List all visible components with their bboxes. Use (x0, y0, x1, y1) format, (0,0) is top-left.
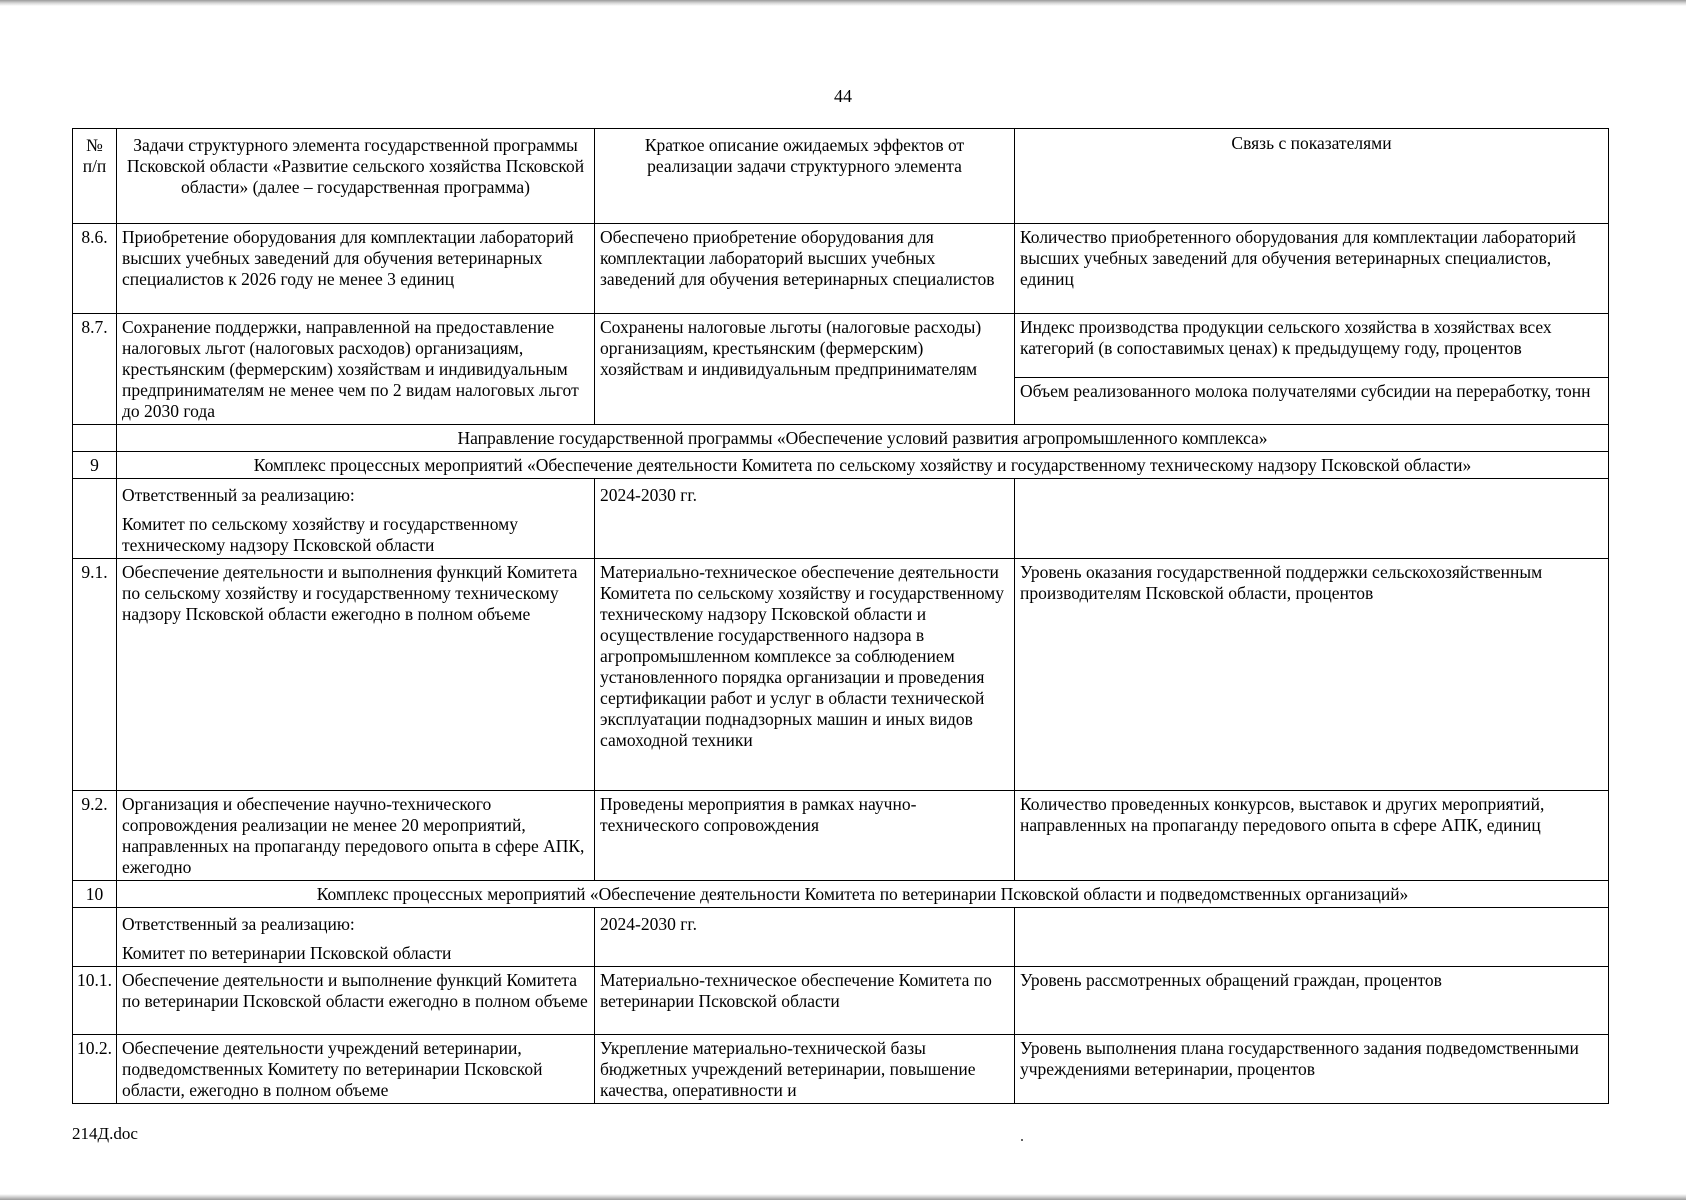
row-num: 10.2. (73, 1035, 117, 1104)
scan-speck (1021, 1139, 1023, 1141)
table-row-8-7 (73, 314, 1609, 378)
complex-10-row (73, 881, 1609, 908)
row-num: 10 (73, 881, 117, 908)
responsible-label: Ответственный за реализацию: (122, 914, 355, 934)
header-tasks: Задачи структурного элемента государственной программы Псковской области «Развитие сельского хозяйства Псковской области» (далее – государственная программа) (117, 129, 595, 224)
row-link-2: Объем реализованного молока получателями субсидии на переработку, тонн (1015, 378, 1609, 425)
footer-filename: 214Д.doc (72, 1124, 138, 1143)
table-header-row (73, 129, 1609, 224)
table-row-9-2 (73, 791, 1609, 881)
scan-edge-bottom (0, 1194, 1686, 1200)
row-effect: Укрепление материально-технической базы бюджетных учреждений ветеринарии, повышение качества, оперативности и (595, 1035, 1015, 1104)
responsible-name: Комитет по ветеринарии Псковской области (122, 943, 452, 963)
responsible-10-row (73, 908, 1609, 967)
responsible-period: 2024-2030 гг. (595, 479, 1015, 559)
gap (122, 935, 589, 943)
table-row-8-6 (73, 224, 1609, 314)
header-links: Связь с показателями (1015, 129, 1609, 224)
empty-cell (1015, 908, 1609, 967)
empty-cell (1015, 479, 1609, 559)
row-num: 9 (73, 452, 117, 479)
row-num-empty (73, 479, 117, 559)
row-num: 10.1. (73, 967, 117, 1035)
row-task: Обеспечение деятельности учреждений ветеринарии, подведомственных Комитету по ветеринарии Псковской области, ежегодно в полном объеме (117, 1035, 595, 1104)
row-effect: Материально-техническое обеспечение деятельности Комитета по сельскому хозяйству и государственному техническому надзору Псковской области и осуществление государственного надзора в агропромышленном комплексе за соблюдением установленного порядка организации и проведения сертификации работ и услуг в области технической эксплуатации поднадзорных машин и иных видов самоходной техники (595, 559, 1015, 791)
table-row-10-1 (73, 967, 1609, 1035)
row-effect: Материально-техническое обеспечение Комитета по ветеринарии Псковской области (595, 967, 1015, 1035)
scan-edge-top (0, 0, 1686, 6)
page-number: 44 (834, 86, 852, 106)
row-num: 8.7. (73, 314, 117, 425)
table-row-9-1 (73, 559, 1609, 791)
row-task: Сохранение поддержки, направленной на предоставление налоговых льгот (налоговых расходов) организациям, крестьянским (фермерским) хозяйствам и индивидуальным предпринимателям не менее чем по 2 видам налоговых льгот до 2030 года (117, 314, 595, 425)
row-link: Количество приобретенного оборудования для комплектации лабораторий высших учебных заведений для обучения ветеринарных специалистов, единиц (1015, 224, 1609, 314)
responsible-period: 2024-2030 гг. (595, 908, 1015, 967)
program-table (72, 128, 1609, 1104)
section-direction-title: Направление государственной программы «Обеспечение условий развития агропромышленного комплекса» (117, 425, 1609, 452)
row-link: Уровень рассмотренных обращений граждан, процентов (1015, 967, 1609, 1035)
row-link: Уровень выполнения плана государственного задания подведомственными учреждениями ветеринарии, процентов (1015, 1035, 1609, 1104)
row-task: Организация и обеспечение научно-технического сопровождения реализации не менее 20 мероприятий, направленных на пропаганду передового опыта в сфере АПК, ежегодно (117, 791, 595, 881)
row-num: 9.2. (73, 791, 117, 881)
responsible-name: Комитет по сельскому хозяйству и государственному техническому надзору Псковской области (122, 514, 518, 555)
row-link: Уровень оказания государственной поддержки сельскохозяйственным производителям Псковской области, процентов (1015, 559, 1609, 791)
row-link: Количество проведенных конкурсов, выставок и других мероприятий, направленных на пропаганду передового опыта в сфере АПК, единиц (1015, 791, 1609, 881)
row-effect: Сохранены налоговые льготы (налоговые расходы) организациям, крестьянским (фермерским) хозяйствам и индивидуальным предпринимателям (595, 314, 1015, 425)
row-num-empty (73, 908, 117, 967)
complex-9-row (73, 452, 1609, 479)
row-effect: Обеспечено приобретение оборудования для комплектации лабораторий высших учебных заведений для обучения ветеринарных специалистов (595, 224, 1015, 314)
row-task: Приобретение оборудования для комплектации лабораторий высших учебных заведений для обучения ветеринарных специалистов к 2026 году не менее 3 единиц (117, 224, 595, 314)
header-num: № п/п (73, 129, 117, 224)
responsible-9-cell (117, 479, 595, 559)
responsible-9-row (73, 479, 1609, 559)
responsible-label: Ответственный за реализацию: (122, 485, 355, 505)
table-row-10-2 (73, 1035, 1609, 1104)
row-task: Обеспечение деятельности и выполнения функций Комитета по сельскому хозяйству и государственному техническому надзору Псковской области ежегодно в полном объеме (117, 559, 595, 791)
row-link-1: Индекс производства продукции сельского хозяйства в хозяйствах всех категорий (в сопоставимых ценах) к предыдущему году, процентов (1015, 314, 1609, 378)
responsible-10-cell (117, 908, 595, 967)
header-effects: Краткое описание ожидаемых эффектов от реализации задачи структурного элемента (595, 129, 1015, 224)
section-direction-row (73, 425, 1609, 452)
row-num: 8.6. (73, 224, 117, 314)
complex-10-title: Комплекс процессных мероприятий «Обеспечение деятельности Комитета по ветеринарии Псковской области и подведомственных организаций» (117, 881, 1609, 908)
row-num: 9.1. (73, 559, 117, 791)
row-num-empty (73, 425, 117, 452)
row-effect: Проведены мероприятия в рамках научно-технического сопровождения (595, 791, 1015, 881)
gap (122, 506, 589, 514)
complex-9-title: Комплекс процессных мероприятий «Обеспечение деятельности Комитета по сельскому хозяйству и государственному техническому надзору Псковской области» (117, 452, 1609, 479)
row-task: Обеспечение деятельности и выполнение функций Комитета по ветеринарии Псковской области ежегодно в полном объеме (117, 967, 595, 1035)
